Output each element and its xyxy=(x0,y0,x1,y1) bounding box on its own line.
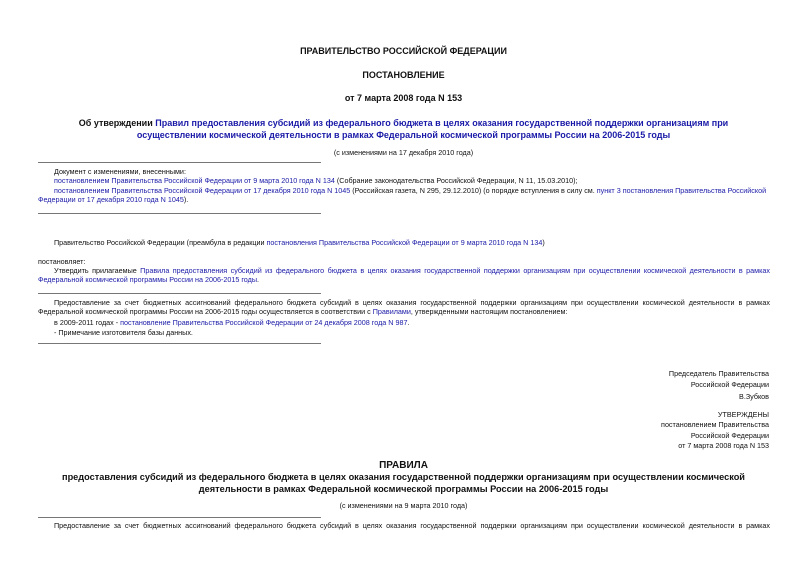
approve-paragraph xyxy=(38,266,770,285)
approved-word: УТВЕРЖДЕНЫ xyxy=(717,410,769,419)
rules-amendment-note: (с изменениями на 9 марта 2010 года) xyxy=(339,501,468,510)
change-2-link[interactable]: постановлением Правительства Российской Федерации от 17 декабря 2010 года N 1045 xyxy=(54,185,351,195)
signature-block xyxy=(669,369,769,401)
divider xyxy=(38,162,321,163)
rules-heading: ПРАВИЛА xyxy=(379,460,428,471)
change-item-1 xyxy=(38,176,770,185)
document-title xyxy=(44,117,763,141)
decree-word: постановляет: xyxy=(38,257,86,266)
preamble-link[interactable]: постановления Правительства Российской Федерации от 9 марта 2010 года N 134 xyxy=(266,238,543,247)
funding-item xyxy=(54,318,770,327)
funding-item-end: . xyxy=(407,318,410,327)
funding-paragraph xyxy=(38,298,770,317)
rules-first-paragraph: Предоставление за счет бюджетных ассигнований федерального бюджета субсидий в целях оказания государственной поддержки организациям при осуществлении космической деятельности в рамках xyxy=(54,521,770,530)
change-2-end: ). xyxy=(183,195,189,205)
government-heading: ПРАВИТЕЛЬСТВО РОССИЙСКОЙ ФЕДЕРАЦИИ xyxy=(300,46,507,56)
rules-title-link[interactable]: Правил предоставления субсидий из федерального бюджета в целях оказания государственной поддержки организациям при осуществлении космической деятельности в рамках Федеральной космической программы России на 2006-2015 годы xyxy=(136,118,729,140)
amendment-note: (с изменениями на 17 декабря 2010 года) xyxy=(333,148,474,157)
document-type: ПОСТАНОВЛЕНИЕ xyxy=(362,70,445,80)
signature-country: Российской Федерации xyxy=(690,380,769,390)
preamble xyxy=(54,238,770,247)
divider xyxy=(38,517,321,518)
change-1-text: (Собрание законодательства Российской Федерации, N 11, 15.03.2010); xyxy=(334,176,578,186)
preamble-end: ) xyxy=(542,238,545,247)
approve-prefix: Утвердить прилагаемые xyxy=(54,266,141,275)
divider xyxy=(38,213,321,214)
approved-by: постановлением Правительства xyxy=(661,420,769,430)
preamble-text: Правительство Российской Федерации (преамбула в редакции xyxy=(54,238,267,247)
approve-rules-link[interactable]: Правила предоставления субсидий из федерального бюджета в целях оказания государственной поддержки организациям при осуществлении космической деятельности в рамках Федеральной космической программы России на 2006-2015 годы xyxy=(38,266,770,285)
funding-rules-link[interactable]: Правилами xyxy=(372,307,411,317)
divider xyxy=(38,293,321,294)
rules-subtitle: предоставления субсидий из федерального бюджета в целях оказания государственной поддержки организациям при осуществлении космической деятельности в рамках Федеральной космической программы России на 2006-2015 годы xyxy=(62,472,745,494)
approve-end: . xyxy=(256,275,259,285)
approved-country: Российской Федерации xyxy=(690,430,769,440)
divider xyxy=(38,343,321,344)
changes-block xyxy=(38,167,770,205)
funding-decree-link[interactable]: постановление Правительства Российской Федерации от 24 декабря 2008 года N 987 xyxy=(120,318,408,327)
document-date-number: от 7 марта 2008 года N 153 xyxy=(344,93,463,103)
signature-name: В.Зубков xyxy=(739,391,769,401)
change-2-text: (Российская газета, N 295, 29.12.2010) (о порядке вступления в силу см. xyxy=(350,185,597,195)
change-2-entry-link[interactable]: пункт 3 постановления Правительства Российской Федерации от 17 декабря 2010 года N 1045 xyxy=(38,185,767,205)
title-prefix: Об утверждении xyxy=(78,118,156,128)
database-note: - Примечание изготовителя базы данных. xyxy=(54,328,193,337)
approved-date: от 7 марта 2008 года N 153 xyxy=(678,441,769,451)
funding-item-prefix: в 2009-2011 годах - xyxy=(54,318,121,327)
funding-text: Предоставление за счет бюджетных ассигнований федерального бюджета субсидий в целях оказания государственной поддержки организациям при осуществлении космической деятельности в рамках Федеральной космической программы России на 2006-2015 годы осуществляется в соответствии с xyxy=(38,298,770,317)
approved-block xyxy=(661,410,769,451)
funding-end: , утвержденными настоящим постановлением: xyxy=(410,307,568,317)
changes-intro: Документ с изменениями, внесенными: xyxy=(54,167,186,176)
change-1-link[interactable]: постановлением Правительства Российской Федерации от 9 марта 2010 года N 134 xyxy=(54,176,335,186)
signature-title: Председатель Правительства xyxy=(668,369,769,378)
change-item-2 xyxy=(38,186,770,205)
